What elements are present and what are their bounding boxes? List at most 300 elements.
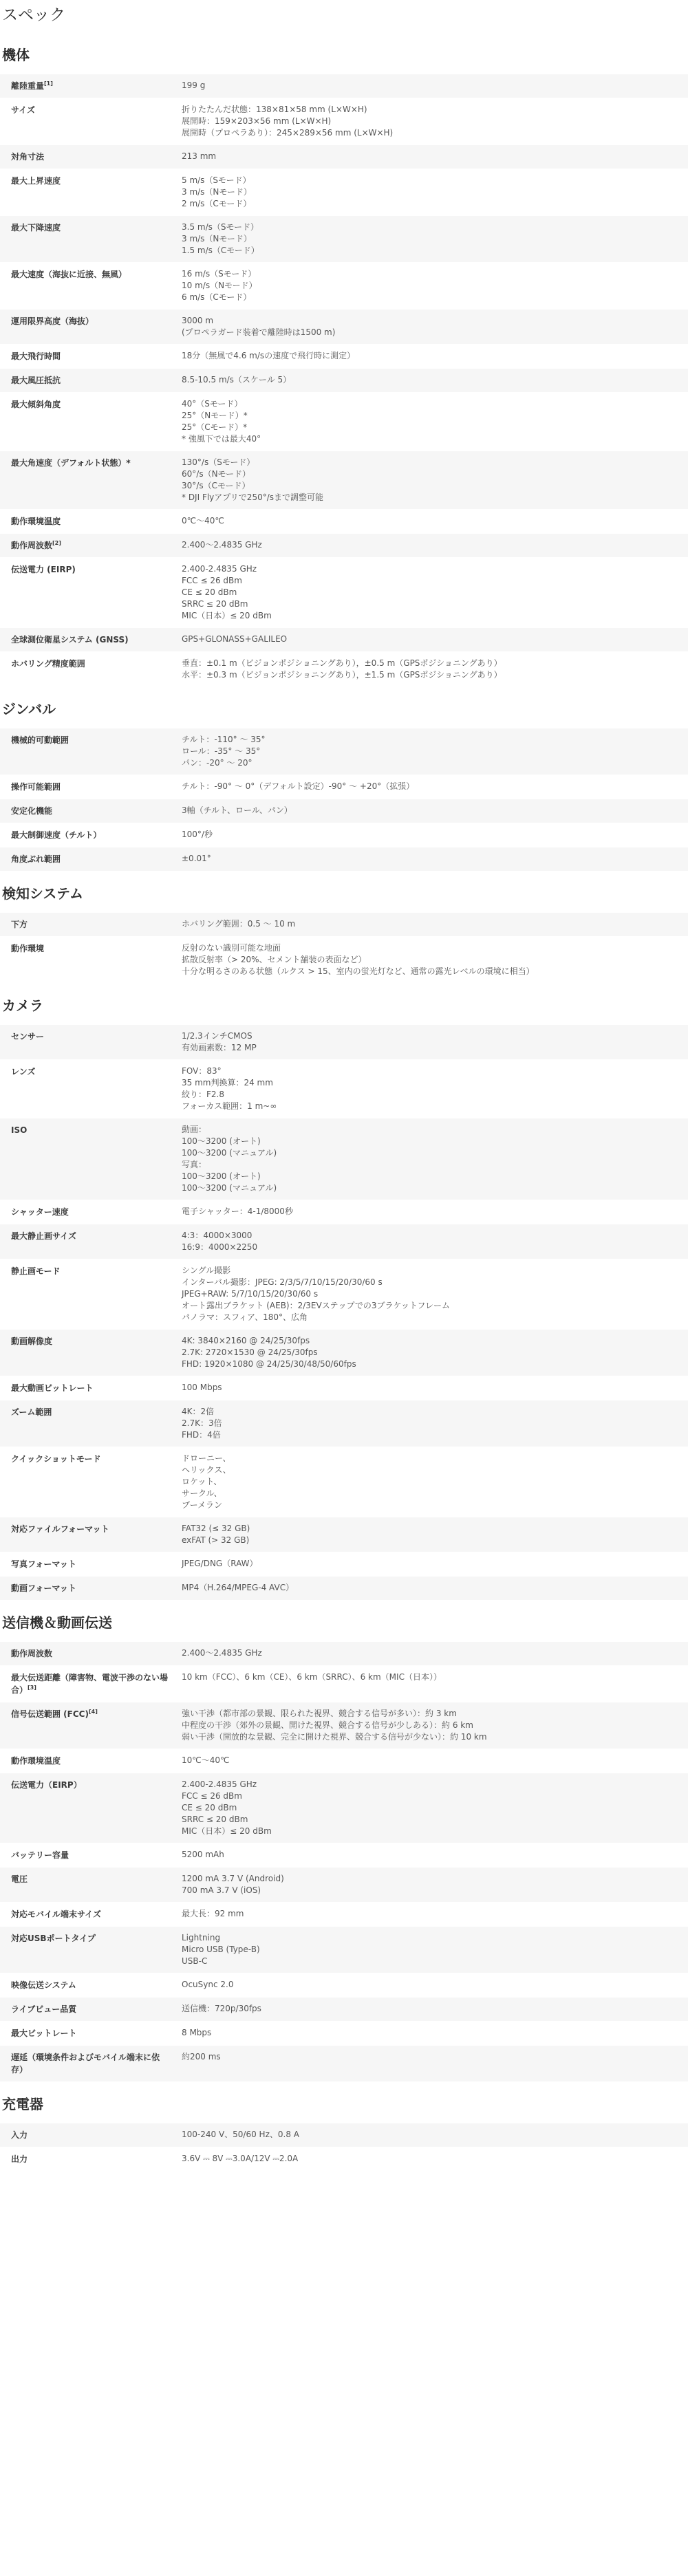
spec-value-line: FOV：83° [182, 1066, 222, 1076]
spec-value-line: 十分な明るさのある状態（ルクス > 15、室内の蛍光灯など、通常の露光レベルの環境に相当） [182, 966, 535, 976]
spec-label-text: 静止画モード [11, 1266, 61, 1276]
spec-label [0, 374, 182, 387]
spec-row [0, 628, 688, 652]
spec-value-line: 1/2.3インチCMOS [182, 1031, 252, 1041]
spec-value-line: 強い干渉（都市部の景観、限られた視界、競合する信号が多い）：約 3 km [182, 1709, 457, 1718]
spec-label [0, 2003, 182, 2015]
spec-row [0, 310, 688, 345]
spec-value-line: 60°/s（Nモード） [182, 469, 251, 479]
spec-section [0, 687, 688, 872]
spec-value-line: 0℃～40℃ [182, 516, 224, 526]
spec-row [0, 1702, 688, 1749]
spec-value-line: 4:3：4000×3000 [182, 1231, 252, 1240]
spec-value-line: 絞り：F2.8 [182, 1090, 224, 1099]
spec-value-line: 30°/s（Cモード） [182, 481, 250, 490]
spec-value-line: 8 Mbps [182, 2028, 212, 2037]
spec-value-line: FAT32 (≤ 32 GB) [182, 1524, 250, 1533]
spec-value [182, 315, 688, 338]
spec-value-line: 中程度の干渉（郊外の景観、開けた視界、競合する信号が少しある）：約 6 km [182, 1720, 473, 1730]
spec-value [182, 1406, 688, 1441]
spec-value-line: 130°/s（Sモード） [182, 457, 255, 467]
spec-value-line: サークル、 [182, 1489, 222, 1498]
spec-label-text: 動画解像度 [11, 1336, 53, 1346]
spec-label-text: 対角寸法 [11, 152, 45, 162]
spec-value [182, 1671, 688, 1683]
spec-label-text: 遅延（環境条件およびモバイル端末に依存） [11, 2053, 160, 2075]
section-title: カメラ [2, 997, 43, 1014]
spec-row [0, 216, 688, 263]
spec-row [0, 1552, 688, 1577]
spec-value [182, 515, 688, 527]
spec-value-line: 2.400-2.4835 GHz [182, 564, 257, 574]
spec-row [0, 1773, 688, 1843]
spec-value-line: 電子シャッター：4-1/8000秒 [182, 1206, 293, 1216]
spec-value [182, 942, 688, 977]
spec-value [182, 104, 688, 139]
spec-value [182, 634, 688, 645]
spec-value-line: 2 m/s（Cモード） [182, 199, 252, 208]
spec-row [0, 1973, 688, 1998]
spec-value-line: 100-240 V、50/60 Hz、0.8 A [182, 2130, 299, 2139]
spec-row [0, 263, 688, 310]
spec-value-line: 25°（Cモード）* [182, 422, 248, 432]
spec-label [0, 1647, 182, 1660]
spec-value-line: 最大長：92 mm [182, 1909, 244, 1918]
spec-row [0, 1868, 688, 1903]
spec-row [0, 393, 688, 451]
spec-label-text: 安定化機能 [11, 806, 53, 816]
spec-value-line: 2.400～2.4835 GHz [182, 1648, 262, 1658]
spec-value-line: 100～3200 (オート) [182, 1136, 261, 1146]
spec-value [182, 1382, 688, 1394]
spec-value-line: 拡散反射率（> 20%、セメント舗装の表面など） [182, 955, 367, 964]
spec-value-line: 3.5 m/s（Sモード） [182, 222, 259, 232]
spec-label [0, 315, 182, 327]
spec-label-text: 出力 [11, 2154, 28, 2164]
spec-label [0, 1065, 182, 1078]
spec-value [182, 1908, 688, 1920]
spec-value-line: 100～3200 (マニュアル) [182, 1148, 277, 1158]
spec-label-text: 下方 [11, 920, 28, 929]
section-title: 機体 [2, 47, 30, 63]
spec-value [182, 1873, 688, 1896]
spec-value [182, 658, 688, 681]
spec-value-line: 40°（Sモード） [182, 399, 243, 409]
spec-value-line: 1.5 m/s（Cモード） [182, 246, 259, 255]
spec-row [0, 823, 688, 847]
spec-label [0, 563, 182, 576]
spec-value [182, 2051, 688, 2063]
spec-value [182, 1647, 688, 1659]
spec-label-text: 伝送電力 (EIRP) [11, 565, 76, 574]
spec-value-line: FHD：4倍 [182, 1430, 221, 1440]
spec-value-line: MIC（日本）≤ 20 dBm [182, 1826, 272, 1836]
spec-label-text: 動作環境 [11, 944, 45, 953]
spec-value [182, 1065, 688, 1112]
spec-label-text: 動画フォーマット [11, 1583, 76, 1593]
spec-label-text: 信号伝送範囲 (FCC) [11, 1709, 89, 1719]
spec-value-line: ロケット、 [182, 1477, 222, 1486]
spec-value [182, 918, 688, 930]
spec-value [182, 268, 688, 303]
spec-value-line: 18分（無風で4.6 m/sの速度で飛行時に測定） [182, 351, 356, 360]
spec-value-line: OcuSync 2.0 [182, 1980, 234, 1989]
spec-value-line: フォーカス範囲：1 m~∞ [182, 1101, 277, 1111]
spec-value [182, 221, 688, 257]
spec-value-line: JPEG/DNG（RAW） [182, 1559, 258, 1568]
spec-label [0, 515, 182, 528]
spec-label-text: 最大動画ビットレート [11, 1383, 94, 1393]
spec-row [0, 799, 688, 823]
spec-row [0, 74, 688, 98]
spec-label [0, 1558, 182, 1570]
spec-value-line: 10 m/s（Nモード） [182, 281, 257, 290]
spec-value-line: 弱い干渉（開放的な景観、完全に開けた視界、競合する信号が少ない）：約 10 km [182, 1732, 487, 1742]
spec-value [182, 1523, 688, 1546]
spec-label [0, 1335, 182, 1347]
spec-value-line: 反射のない識別可能な地面 [182, 943, 281, 953]
spec-value [182, 1265, 688, 1323]
spec-value-line: 213 mm [182, 151, 217, 161]
spec-value-line: exFAT (> 32 GB) [182, 1535, 250, 1545]
spec-label [0, 104, 182, 116]
spec-label [0, 918, 182, 931]
spec-section [0, 872, 688, 984]
spec-value-line: ブーメラン [182, 1500, 223, 1510]
spec-row [0, 2123, 688, 2147]
spec-row [0, 98, 688, 145]
spec-row [0, 1843, 688, 1868]
spec-label-text: 電圧 [11, 1874, 28, 1884]
spec-label [0, 1523, 182, 1535]
spec-label [0, 1849, 182, 1861]
spec-value-line: ホバリング範囲：0.5 ～ 10 m [182, 919, 296, 929]
spec-label-text: 動作環境温度 [11, 517, 61, 526]
spec-label [0, 781, 182, 793]
spec-value-line: 約200 ms [182, 2052, 221, 2061]
spec-row [0, 1200, 688, 1224]
spec-value-line: 100～3200 (マニュアル) [182, 1183, 277, 1193]
spec-label-text: 最大傾斜角度 [11, 400, 61, 409]
spec-section [0, 984, 688, 1601]
spec-value-line: 垂直：±0.1 m（ビジョンポジショニングあり），±0.5 m（GPSポジショニングあり） [182, 658, 502, 668]
spec-value-line: 100～3200 (オート) [182, 1171, 261, 1181]
spec-label-text: 伝送電力（EIRP） [11, 1780, 82, 1790]
spec-row [0, 1224, 688, 1259]
spec-row [0, 1642, 688, 1666]
spec-value-line: SRRC ≤ 20 dBm [182, 599, 248, 609]
spec-value-line: 1200 mA 3.7 V (Android) [182, 1874, 284, 1883]
spec-label [0, 1265, 182, 1277]
spec-value-line: Micro USB (Type-B) [182, 1945, 260, 1954]
footnote-ref: [3] [28, 1685, 36, 1691]
spec-value-line: FHD: 1920×1080 @ 24/25/30/48/50/60fps [182, 1359, 356, 1369]
spec-row [0, 345, 688, 369]
spec-value-line: MP4（H.264/MPEG-4 AVC） [182, 1583, 294, 1592]
spec-value-line: 700 mA 3.7 V (iOS) [182, 1885, 261, 1895]
spec-value-line: * DJI Flyアプリで250°/sまで調整可能 [182, 493, 324, 502]
spec-label-text: 最大飛行時間 [11, 351, 61, 361]
spec-value-line: チルト：-110° ～ 35° [182, 735, 266, 744]
spec-value-line: パノラマ：スフィア、180°、広角 [182, 1312, 308, 1322]
spec-row [0, 652, 688, 687]
spec-value-line: (プロペラガード装着で離陸時は1500 m) [182, 327, 336, 337]
spec-label-text: 対応USBポートタイプ [11, 1934, 96, 1943]
spec-label [0, 1124, 182, 1136]
spec-label-text: 映像伝送システム [11, 1980, 76, 1990]
section-title: 検知システム [2, 885, 83, 902]
spec-value-line: 100 Mbps [182, 1383, 222, 1392]
spec-row [0, 913, 688, 937]
spec-label [0, 829, 182, 841]
spec-value-line: 送信機：720p/30fps [182, 2004, 261, 2013]
spec-label-text: センサー [11, 1032, 45, 1041]
spec-label [0, 80, 182, 92]
spec-label [0, 1908, 182, 1920]
spec-row [0, 728, 688, 775]
spec-value-line: SRRC ≤ 20 dBm [182, 1815, 248, 1824]
spec-value-line: 10℃～40℃ [182, 1755, 230, 1765]
spec-value-line: 動画： [182, 1125, 207, 1134]
spec-value-line: 16:9：4000×2250 [182, 1242, 258, 1252]
spec-label [0, 1779, 182, 1791]
spec-value-line: 199 g [182, 80, 206, 90]
spec-value-line: 2.7K：3倍 [182, 1418, 222, 1428]
spec-row [0, 1927, 688, 1973]
spec-label-text: 最大上昇速度 [11, 176, 61, 186]
spec-row [0, 1577, 688, 1601]
spec-section [0, 2082, 688, 2172]
spec-label-text: 写真フォーマット [11, 1559, 76, 1569]
spec-value-line: 水平：±0.3 m（ビジョンポジショニングあり），±1.5 m（GPSポジショニングあり） [182, 670, 502, 680]
spec-label [0, 634, 182, 646]
spec-row [0, 1749, 688, 1773]
spec-value-line: パン：-20° ～ 20° [182, 758, 252, 768]
spec-label-text: サイズ [11, 105, 36, 115]
spec-value-line: 5 m/s（Sモード） [182, 175, 251, 185]
spec-value-line: 25°（Nモード）* [182, 411, 248, 420]
spec-value-line: 5200 mAh [182, 1850, 224, 1859]
spec-row [0, 534, 688, 558]
spec-value-line: 折りたたんだ状態：138×81×58 mm (L×W×H) [182, 105, 367, 114]
spec-value-line: チルト：-90° ～ 0°（デフォルト設定）-90° ～ +20°（拡張） [182, 781, 415, 791]
spec-label-text: 動作周波数 [11, 1649, 53, 1658]
spec-row [0, 2046, 688, 2082]
spec-row [0, 2147, 688, 2172]
spec-value [182, 1453, 688, 1511]
spec-label [0, 457, 182, 469]
spec-row [0, 1517, 688, 1552]
spec-label-text: 最大速度（海抜に近接、無風） [11, 270, 127, 279]
spec-label-text: 対応モバイル端末サイズ [11, 1909, 102, 1919]
spec-value-line: CE ≤ 20 dBm [182, 1803, 237, 1812]
spec-value-line: ±0.01° [182, 854, 211, 863]
spec-value-line: USB-C [182, 1956, 208, 1966]
footnote-ref: [4] [88, 1709, 98, 1715]
spec-value [182, 563, 688, 622]
spec-label [0, 175, 182, 187]
spec-row [0, 1400, 688, 1447]
spec-value [182, 1755, 688, 1766]
spec-row [0, 775, 688, 799]
spec-label [0, 1206, 182, 1218]
spec-label-text: 動作周波数 [11, 541, 53, 550]
spec-row [0, 451, 688, 510]
spec-row [0, 169, 688, 216]
spec-value [182, 781, 688, 792]
spec-label [0, 221, 182, 234]
spec-label [0, 398, 182, 411]
spec-label [0, 1708, 182, 1720]
spec-label-text: 離陸重量 [11, 81, 45, 91]
spec-value-line: ヘリックス、 [182, 1465, 231, 1475]
spec-label-text: 最大伝送距離（障害物、電波干渉のない場合） [11, 1673, 169, 1695]
spec-value [182, 1708, 688, 1743]
spec-value [182, 734, 688, 769]
spec-row [0, 558, 688, 628]
spec-value-line: 有効画素数：12 MP [182, 1043, 257, 1052]
spec-label [0, 1030, 182, 1043]
spec-row [0, 1998, 688, 2022]
spec-value [182, 175, 688, 210]
spec-row [0, 1025, 688, 1060]
spec-value [182, 374, 688, 386]
spec-label-text: 最大ビットレート [11, 2028, 77, 2038]
spec-value [182, 829, 688, 841]
spec-label-text: ホバリング精度範囲 [11, 659, 85, 669]
spec-value-line: 4K：2倍 [182, 1407, 215, 1416]
spec-value-line: 35 mm判換算：24 mm [182, 1078, 273, 1087]
spec-value-line: 3軸（チルト、ロール、パン） [182, 805, 292, 815]
spec-row [0, 1447, 688, 1517]
spec-value-line: ロール：-35° ～ 35° [182, 746, 261, 756]
spec-label [0, 2129, 182, 2141]
spec-label-text: ズーム範囲 [11, 1407, 52, 1417]
spec-label-text: 全球測位衛星システム (GNSS) [11, 635, 129, 645]
spec-value-line: オート露出ブラケット (AEB)：2/3EVステップでの3ブラケットフレーム [182, 1301, 451, 1310]
spec-value-line: 写真： [182, 1160, 207, 1169]
spec-value [182, 1979, 688, 1991]
spec-label-text: 機械的可動範囲 [11, 735, 69, 745]
spec-label [0, 2027, 182, 2039]
spec-label [0, 658, 182, 670]
spec-value [182, 1335, 688, 1370]
spec-sections [0, 33, 688, 2172]
spec-row [0, 510, 688, 534]
spec-label [0, 1671, 182, 1696]
spec-label-text: バッテリー容量 [11, 1850, 69, 1860]
spec-value-line: インターバル撮影：JPEG: 2/3/5/7/10/15/20/30/60 s [182, 1277, 383, 1287]
spec-label [0, 1406, 182, 1418]
spec-value-line: 2.7K: 2720×1530 @ 24/25/30fps [182, 1347, 318, 1357]
spec-label [0, 1230, 182, 1242]
spec-value-line: MIC（日本）≤ 20 dBm [182, 611, 272, 620]
spec-value [182, 1030, 688, 1054]
spec-value [182, 151, 688, 162]
spec-value [182, 2129, 688, 2141]
spec-value [182, 398, 688, 445]
spec-label [0, 1873, 182, 1885]
spec-value-line: 3000 m [182, 316, 214, 325]
spec-value [182, 1124, 688, 1194]
spec-label [0, 1932, 182, 1945]
spec-label-text: 最大静止画サイズ [11, 1231, 77, 1241]
section-title: ジンバル [2, 701, 56, 717]
spec-value-line: CE ≤ 20 dBm [182, 587, 237, 597]
spec-label-text: ライブビュー品質 [11, 2004, 77, 2014]
spec-value-line: 2.400-2.4835 GHz [182, 1779, 257, 1789]
spec-row [0, 1118, 688, 1200]
spec-label [0, 805, 182, 817]
spec-value-line: * 強風下では最大40° [182, 434, 261, 444]
spec-value [182, 2153, 688, 2165]
spec-value-line: 8.5-10.5 m/s（スケール 5） [182, 375, 292, 385]
spec-value-line: 3 m/s（Nモード） [182, 187, 252, 197]
spec-row [0, 847, 688, 872]
spec-label [0, 2051, 182, 2076]
spec-value-line: FCC ≤ 26 dBm [182, 1791, 242, 1801]
spec-row [0, 2022, 688, 2046]
spec-value [182, 539, 688, 551]
spec-label-text: 対応ファイルフォーマット [11, 1524, 109, 1534]
spec-row [0, 369, 688, 393]
spec-label [0, 151, 182, 163]
spec-value-line: 3.6V ⎓ 8V ⎓3.0A/12V ⎓2.0A [182, 2154, 299, 2163]
spec-label-text: シャッター速度 [11, 1207, 69, 1217]
spec-label-text: 運用限界高度（海抜） [11, 316, 94, 326]
spec-label-text: 動作環境温度 [11, 1756, 61, 1766]
section-title: 送信機＆動画伝送 [2, 1614, 112, 1631]
spec-value [182, 457, 688, 504]
spec-row [0, 937, 688, 984]
spec-label-text: 最大風圧抵抗 [11, 376, 61, 385]
footnote-ref: [1] [44, 80, 53, 87]
spec-value [182, 853, 688, 865]
spec-value [182, 1230, 688, 1253]
spec-value-line: 4K: 3840×2160 @ 24/25/30fps [182, 1336, 310, 1345]
spec-value-line: 展開時：159×203×56 mm (L×W×H) [182, 116, 332, 126]
spec-row [0, 1376, 688, 1400]
spec-value [182, 80, 688, 91]
spec-value-line: 6 m/s（Cモード） [182, 292, 252, 302]
spec-value-line: 3 m/s（Nモード） [182, 234, 252, 243]
spec-value-line: Lightning [182, 1933, 221, 1942]
spec-value [182, 805, 688, 816]
spec-label-text: 入力 [11, 2130, 28, 2140]
spec-row [0, 1903, 688, 1927]
spec-value [182, 2027, 688, 2039]
spec-label [0, 1582, 182, 1594]
spec-label-text: レンズ [11, 1067, 36, 1076]
spec-label-text: クイックショットモード [11, 1454, 101, 1464]
spec-value-line: 100°/秒 [182, 830, 213, 839]
footnote-ref: [2] [52, 540, 61, 546]
section-title: 充電器 [2, 2096, 43, 2112]
spec-row [0, 1060, 688, 1118]
spec-value-line: JPEG+RAW: 5/7/10/15/20/30/60 s [182, 1289, 319, 1299]
spec-value [182, 1582, 688, 1594]
spec-label [0, 734, 182, 746]
spec-label [0, 1453, 182, 1465]
page-title: スペック [2, 6, 65, 24]
spec-label [0, 2153, 182, 2165]
spec-label [0, 942, 182, 955]
spec-row [0, 1666, 688, 1702]
spec-value-line: 16 m/s（Sモード） [182, 269, 257, 279]
spec-label [0, 268, 182, 281]
spec-row [0, 1330, 688, 1376]
spec-label [0, 350, 182, 362]
